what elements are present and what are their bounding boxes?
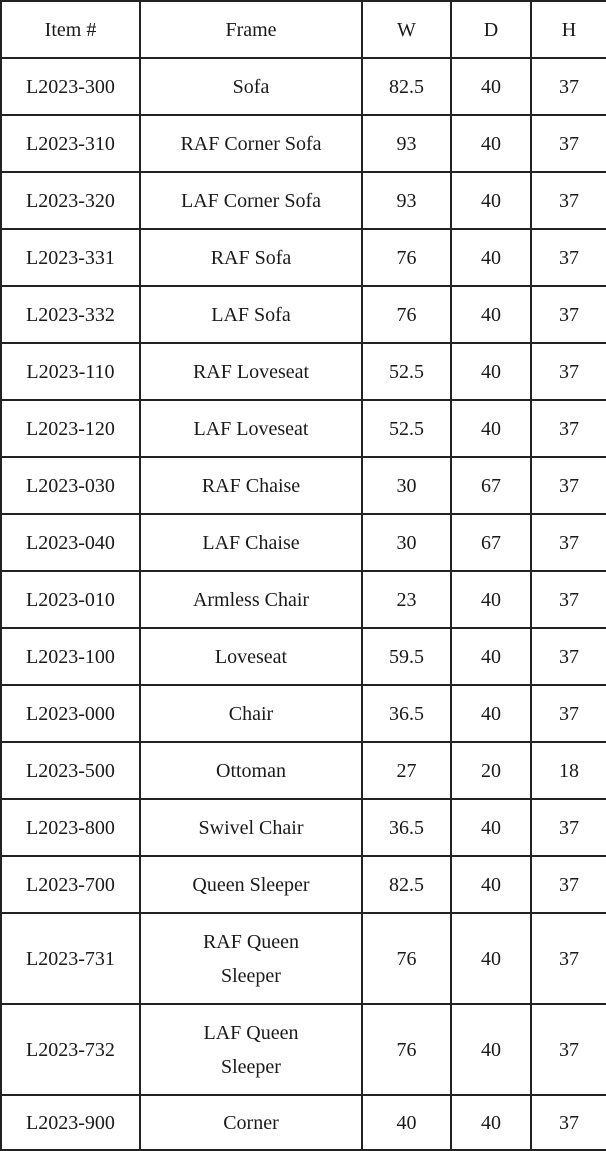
table-body bbox=[1, 58, 606, 1150]
cell-depth: 40 bbox=[451, 229, 531, 286]
cell-frame: Chair bbox=[140, 685, 362, 742]
cell-depth: 40 bbox=[451, 628, 531, 685]
cell-depth: 40 bbox=[451, 400, 531, 457]
cell-frame: Ottoman bbox=[140, 742, 362, 799]
table-row bbox=[1, 1095, 606, 1150]
table-row bbox=[1, 58, 606, 115]
cell-item-number: L2023-000 bbox=[1, 685, 140, 742]
cell-height: 37 bbox=[531, 913, 606, 1004]
cell-width: 93 bbox=[362, 115, 451, 172]
header-depth: D bbox=[451, 1, 531, 58]
cell-depth: 40 bbox=[451, 571, 531, 628]
cell-height: 37 bbox=[531, 514, 606, 571]
cell-item-number: L2023-731 bbox=[1, 913, 140, 1004]
table-row bbox=[1, 1004, 606, 1095]
cell-frame: RAF Corner Sofa bbox=[140, 115, 362, 172]
table-row bbox=[1, 628, 606, 685]
cell-depth: 40 bbox=[451, 58, 531, 115]
cell-height: 37 bbox=[531, 1004, 606, 1095]
cell-item-number: L2023-700 bbox=[1, 856, 140, 913]
cell-width: 76 bbox=[362, 1004, 451, 1095]
cell-item-number: L2023-900 bbox=[1, 1095, 140, 1150]
cell-depth: 40 bbox=[451, 115, 531, 172]
table-row bbox=[1, 913, 606, 1004]
table-row bbox=[1, 571, 606, 628]
cell-item-number: L2023-732 bbox=[1, 1004, 140, 1095]
cell-item-number: L2023-040 bbox=[1, 514, 140, 571]
cell-depth: 40 bbox=[451, 1095, 531, 1150]
cell-frame bbox=[140, 1004, 362, 1095]
cell-depth: 40 bbox=[451, 799, 531, 856]
cell-width: 76 bbox=[362, 229, 451, 286]
header-frame: Frame bbox=[140, 1, 362, 58]
header-row bbox=[1, 1, 606, 58]
cell-width: 23 bbox=[362, 571, 451, 628]
cell-height: 37 bbox=[531, 400, 606, 457]
cell-height: 37 bbox=[531, 229, 606, 286]
cell-width: 76 bbox=[362, 913, 451, 1004]
cell-depth: 20 bbox=[451, 742, 531, 799]
cell-frame: Loveseat bbox=[140, 628, 362, 685]
cell-height: 37 bbox=[531, 628, 606, 685]
cell-height: 37 bbox=[531, 172, 606, 229]
cell-item-number: L2023-030 bbox=[1, 457, 140, 514]
cell-item-number: L2023-800 bbox=[1, 799, 140, 856]
cell-height: 37 bbox=[531, 799, 606, 856]
cell-frame: Sofa bbox=[140, 58, 362, 115]
cell-frame-text: LAF Queen Sleeper bbox=[203, 1021, 299, 1078]
header-width: W bbox=[362, 1, 451, 58]
table-row bbox=[1, 514, 606, 571]
cell-width: 30 bbox=[362, 514, 451, 571]
cell-height: 37 bbox=[531, 1095, 606, 1150]
cell-depth: 67 bbox=[451, 457, 531, 514]
cell-frame: LAF Corner Sofa bbox=[140, 172, 362, 229]
cell-item-number: L2023-010 bbox=[1, 571, 140, 628]
table-row bbox=[1, 115, 606, 172]
cell-item-number: L2023-300 bbox=[1, 58, 140, 115]
cell-frame: LAF Chaise bbox=[140, 514, 362, 571]
cell-width: 82.5 bbox=[362, 58, 451, 115]
cell-width: 59.5 bbox=[362, 628, 451, 685]
cell-height: 37 bbox=[531, 115, 606, 172]
table-row bbox=[1, 343, 606, 400]
cell-depth: 40 bbox=[451, 685, 531, 742]
cell-item-number: L2023-120 bbox=[1, 400, 140, 457]
cell-height: 37 bbox=[531, 343, 606, 400]
cell-depth: 40 bbox=[451, 343, 531, 400]
cell-frame: Swivel Chair bbox=[140, 799, 362, 856]
header-height: H bbox=[531, 1, 606, 58]
cell-frame: RAF Chaise bbox=[140, 457, 362, 514]
cell-height: 37 bbox=[531, 856, 606, 913]
cell-depth: 40 bbox=[451, 286, 531, 343]
cell-width: 82.5 bbox=[362, 856, 451, 913]
cell-item-number: L2023-331 bbox=[1, 229, 140, 286]
table-row bbox=[1, 856, 606, 913]
cell-frame-text: RAF Queen Sleeper bbox=[202, 930, 300, 987]
cell-item-number: L2023-332 bbox=[1, 286, 140, 343]
cell-frame: Corner bbox=[140, 1095, 362, 1150]
table-row bbox=[1, 400, 606, 457]
table-row bbox=[1, 286, 606, 343]
table-row bbox=[1, 457, 606, 514]
cell-width: 36.5 bbox=[362, 799, 451, 856]
cell-frame: RAF Sofa bbox=[140, 229, 362, 286]
cell-width: 27 bbox=[362, 742, 451, 799]
cell-frame: RAF Loveseat bbox=[140, 343, 362, 400]
cell-depth: 40 bbox=[451, 913, 531, 1004]
cell-height: 37 bbox=[531, 58, 606, 115]
table-row bbox=[1, 229, 606, 286]
cell-frame: Queen Sleeper bbox=[140, 856, 362, 913]
cell-frame: LAF Loveseat bbox=[140, 400, 362, 457]
cell-width: 52.5 bbox=[362, 400, 451, 457]
cell-item-number: L2023-310 bbox=[1, 115, 140, 172]
cell-width: 76 bbox=[362, 286, 451, 343]
cell-width: 93 bbox=[362, 172, 451, 229]
cell-frame: Armless Chair bbox=[140, 571, 362, 628]
cell-frame bbox=[140, 913, 362, 1004]
table-row bbox=[1, 685, 606, 742]
cell-depth: 40 bbox=[451, 172, 531, 229]
cell-depth: 40 bbox=[451, 856, 531, 913]
cell-height: 37 bbox=[531, 286, 606, 343]
cell-height: 37 bbox=[531, 571, 606, 628]
header-item: Item # bbox=[1, 1, 140, 58]
table-row bbox=[1, 742, 606, 799]
cell-height: 37 bbox=[531, 685, 606, 742]
cell-item-number: L2023-320 bbox=[1, 172, 140, 229]
cell-item-number: L2023-110 bbox=[1, 343, 140, 400]
cell-height: 18 bbox=[531, 742, 606, 799]
cell-width: 30 bbox=[362, 457, 451, 514]
table-row bbox=[1, 799, 606, 856]
cell-depth: 40 bbox=[451, 1004, 531, 1095]
cell-item-number: L2023-100 bbox=[1, 628, 140, 685]
cell-depth: 67 bbox=[451, 514, 531, 571]
cell-width: 36.5 bbox=[362, 685, 451, 742]
table-row bbox=[1, 172, 606, 229]
cell-width: 52.5 bbox=[362, 343, 451, 400]
cell-width: 40 bbox=[362, 1095, 451, 1150]
cell-item-number: L2023-500 bbox=[1, 742, 140, 799]
cell-height: 37 bbox=[531, 457, 606, 514]
cell-frame: LAF Sofa bbox=[140, 286, 362, 343]
